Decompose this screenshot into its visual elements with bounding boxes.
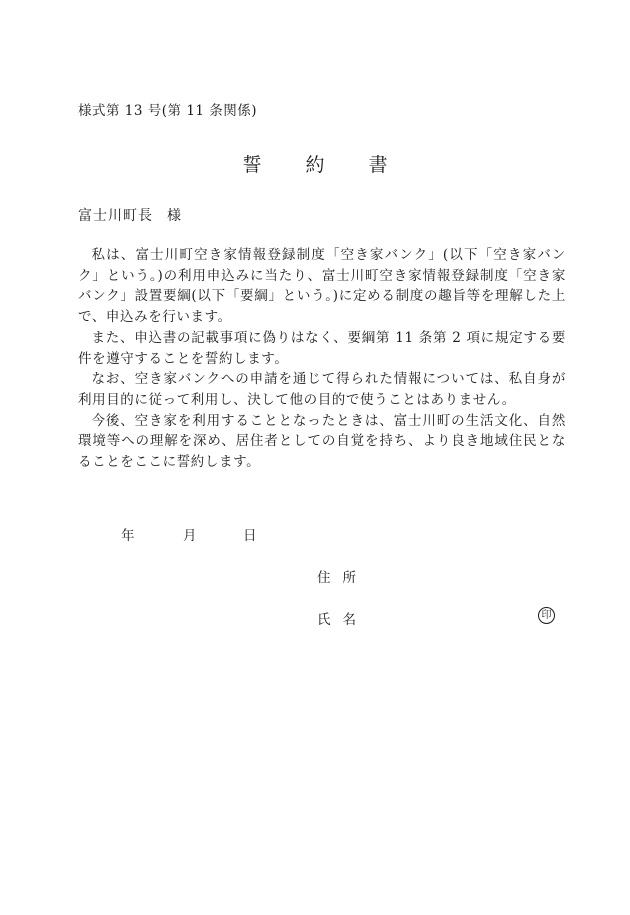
pledge-paragraph: また、申込書の記載事項に偽りはなく、要綱第 11 条第 2 項に規定する要件を遵守することを誓約します。 (78, 329, 566, 367)
title-char: 書 (368, 154, 388, 176)
address-label: 住所 (317, 570, 368, 586)
form-number: 様式第 13 号(第 11 条関係) (78, 103, 258, 119)
seal-mark: 印 (538, 607, 555, 624)
date-year-label: 年 (121, 528, 135, 544)
title-char: 誓 (242, 154, 262, 176)
date-line (121, 524, 257, 544)
pledge-body (78, 245, 566, 473)
name-label: 氏名 (317, 612, 368, 628)
title-char: 約 (305, 154, 325, 176)
pledge-paragraph: 私は、富士川町空き家情報登録制度「空き家バンク」(以下「空き家バンク」という。)の利用申込みに当たり、富士川町空き家情報登録制度「空き家バンク」設置要綱(以下「要綱」という。)に定める制度の趣旨等を理解した上で、申込みを行います。 (78, 247, 566, 326)
addressee (78, 205, 182, 225)
date-month-label: 月 (183, 528, 197, 544)
document-title (0, 150, 630, 177)
pledge-paragraph: 今後、空き家を利用することとなったときは、富士川町の生活文化、自然環境等への理解を深め、居住者としての自覚を持ち、より良き地域住民となることをここに誓約します。 (78, 412, 566, 471)
pledge-paragraph: なお、空き家バンクへの申請を通じて得られた情報については、私自身が利用目的に従って利用し、決して他の目的で使うことはありません。 (78, 371, 566, 408)
addressee-name: 富士川町長 (78, 208, 153, 224)
date-day-label: 日 (243, 528, 257, 544)
addressee-honorific: 様 (167, 208, 182, 224)
